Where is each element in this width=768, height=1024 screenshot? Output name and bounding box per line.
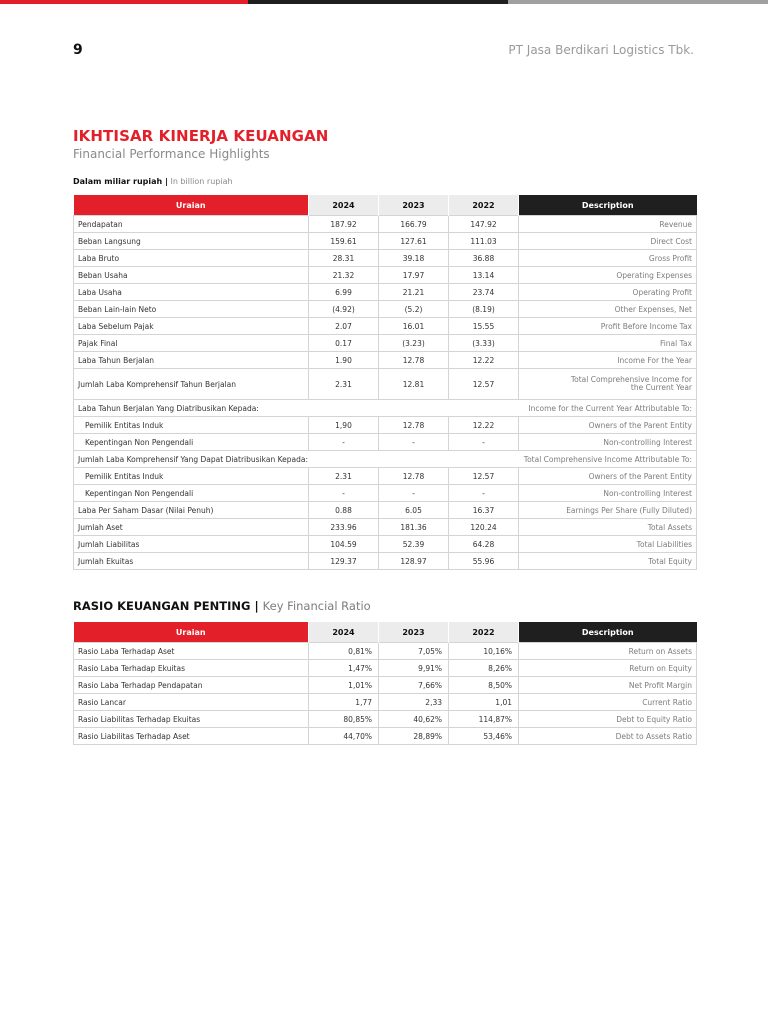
top-bar-grey-segment xyxy=(508,0,768,4)
row-label: Pajak Final xyxy=(74,335,309,352)
table-row xyxy=(74,267,697,284)
row-label: Jumlah Ekuitas xyxy=(74,553,309,570)
value-2023: 39.18 xyxy=(379,250,449,267)
value-2024: 233.96 xyxy=(309,519,379,536)
table-row xyxy=(74,694,697,711)
row-label: Laba Sebelum Pajak xyxy=(74,318,309,335)
table-row xyxy=(74,468,697,485)
row-description xyxy=(519,369,697,400)
table-row xyxy=(74,284,697,301)
row-description: Income for the Current Year Attributable To: xyxy=(519,400,697,417)
value-2024: 1,90 xyxy=(309,417,379,434)
table-row xyxy=(74,250,697,267)
row-label: Pemilik Entitas Induk xyxy=(74,417,309,434)
row-description: Total Comprehensive Income Attributable To: xyxy=(519,451,697,468)
row-label: Rasio Liabilitas Terhadap Ekuitas xyxy=(74,711,309,728)
value-2024: - xyxy=(309,485,379,502)
table-row xyxy=(74,216,697,233)
table-row xyxy=(74,502,697,519)
value-2024: 1,47% xyxy=(309,660,379,677)
value-2022: 8,26% xyxy=(449,660,519,677)
top-bar-black-segment xyxy=(248,0,508,4)
table-row xyxy=(74,711,697,728)
table-row xyxy=(74,728,697,745)
value-2022: 55.96 xyxy=(449,553,519,570)
row-description-line2: the Current Year xyxy=(630,383,692,392)
value-2022: 1,01 xyxy=(449,694,519,711)
row-label: Rasio Laba Terhadap Pendapatan xyxy=(74,677,309,694)
value-2023: (5.2) xyxy=(379,301,449,318)
row-description: Non-controlling Interest xyxy=(519,434,697,451)
row-description: Operating Profit xyxy=(519,284,697,301)
value-2022: 12.22 xyxy=(449,417,519,434)
table-row xyxy=(74,643,697,660)
value-2024: 21.32 xyxy=(309,267,379,284)
value-2023: 181.36 xyxy=(379,519,449,536)
unit-note xyxy=(73,177,233,186)
row-label: Laba Tahun Berjalan xyxy=(74,352,309,369)
value-2023: 7,05% xyxy=(379,643,449,660)
value-2022: 53,46% xyxy=(449,728,519,745)
header-2024: 2024 xyxy=(309,622,379,643)
ratio-title-id: RASIO KEUANGAN PENTING | xyxy=(73,599,259,613)
row-description: Total Liabilities xyxy=(519,536,697,553)
value-2023: 9,91% xyxy=(379,660,449,677)
row-description: Profit Before Income Tax xyxy=(519,318,697,335)
table-row xyxy=(74,660,697,677)
value-2024: 2.07 xyxy=(309,318,379,335)
header-2023: 2023 xyxy=(379,195,449,216)
row-description: Debt to Assets Ratio xyxy=(519,728,697,745)
value-2022: 111.03 xyxy=(449,233,519,250)
value-2023: 6.05 xyxy=(379,502,449,519)
value-2024: 0.17 xyxy=(309,335,379,352)
table-row xyxy=(74,536,697,553)
row-description: Owners of the Parent Entity xyxy=(519,417,697,434)
header-2023: 2023 xyxy=(379,622,449,643)
value-2022: 10,16% xyxy=(449,643,519,660)
row-description: Return on Assets xyxy=(519,643,697,660)
header-description: Description xyxy=(519,195,697,216)
value-2024: 1,77 xyxy=(309,694,379,711)
row-description: Revenue xyxy=(519,216,697,233)
value-2022: - xyxy=(449,485,519,502)
value-2022: 64.28 xyxy=(449,536,519,553)
row-description: Owners of the Parent Entity xyxy=(519,468,697,485)
value-2022: 147.92 xyxy=(449,216,519,233)
row-description-line1: Total Comprehensive Income for xyxy=(570,375,692,384)
value-2024: - xyxy=(309,434,379,451)
value-2023: 52.39 xyxy=(379,536,449,553)
value-2024: 129.37 xyxy=(309,553,379,570)
table-header-row xyxy=(74,622,697,643)
value-2023: 12.78 xyxy=(379,352,449,369)
table-section-row xyxy=(74,400,697,417)
table-row xyxy=(74,485,697,502)
value-2022: 12.22 xyxy=(449,352,519,369)
value-2024: 80,85% xyxy=(309,711,379,728)
row-label: Rasio Laba Terhadap Aset xyxy=(74,643,309,660)
value-2023: 17.97 xyxy=(379,267,449,284)
table-row xyxy=(74,369,697,400)
value-2022: (3.33) xyxy=(449,335,519,352)
header-2024: 2024 xyxy=(309,195,379,216)
table-row xyxy=(74,233,697,250)
value-2022: - xyxy=(449,434,519,451)
value-2024: (4.92) xyxy=(309,301,379,318)
table-row xyxy=(74,318,697,335)
value-2024: 1,01% xyxy=(309,677,379,694)
row-label: Rasio Laba Terhadap Ekuitas xyxy=(74,660,309,677)
header-2022: 2022 xyxy=(449,622,519,643)
value-2022: 15.55 xyxy=(449,318,519,335)
value-2023: 2,33 xyxy=(379,694,449,711)
value-2024: 6.99 xyxy=(309,284,379,301)
value-2023: 21.21 xyxy=(379,284,449,301)
row-label: Laba Tahun Berjalan Yang Diatribusikan Kepada: xyxy=(74,400,379,417)
value-2024: 2.31 xyxy=(309,468,379,485)
value-2022: 8,50% xyxy=(449,677,519,694)
top-bar-red-segment xyxy=(0,0,248,4)
value-2024: 1.90 xyxy=(309,352,379,369)
table-header-row xyxy=(74,195,697,216)
row-label: Jumlah Liabilitas xyxy=(74,536,309,553)
value-2024: 44,70% xyxy=(309,728,379,745)
row-description: Final Tax xyxy=(519,335,697,352)
value-2022: 23.74 xyxy=(449,284,519,301)
row-label: Rasio Lancar xyxy=(74,694,309,711)
financial-ratio-table xyxy=(73,622,697,745)
value-2023: - xyxy=(379,434,449,451)
unit-note-id: Dalam miliar rupiah | xyxy=(73,177,168,186)
table-row xyxy=(74,519,697,536)
value-2022: 12.57 xyxy=(449,468,519,485)
value-2023: 12.81 xyxy=(379,369,449,400)
row-description: Operating Expenses xyxy=(519,267,697,284)
table-row xyxy=(74,434,697,451)
value-2022: 13.14 xyxy=(449,267,519,284)
value-2024: 187.92 xyxy=(309,216,379,233)
financial-highlights-table xyxy=(73,195,697,570)
value-2022: 12.57 xyxy=(449,369,519,400)
value-2023: 128.97 xyxy=(379,553,449,570)
row-description: Total Assets xyxy=(519,519,697,536)
row-description: Current Ratio xyxy=(519,694,697,711)
value-2023: (3.23) xyxy=(379,335,449,352)
value-2023: 7,66% xyxy=(379,677,449,694)
value-2023: 127.61 xyxy=(379,233,449,250)
row-label: Laba Per Saham Dasar (Nilai Penuh) xyxy=(74,502,309,519)
value-2023: - xyxy=(379,485,449,502)
table-section-row xyxy=(74,451,697,468)
table-row xyxy=(74,553,697,570)
section-subtitle: Financial Performance Highlights xyxy=(73,147,270,161)
value-2023: 28,89% xyxy=(379,728,449,745)
header-2022: 2022 xyxy=(449,195,519,216)
row-label: Jumlah Laba Komprehensif Tahun Berjalan xyxy=(74,369,309,400)
value-2022: 36.88 xyxy=(449,250,519,267)
table-row xyxy=(74,352,697,369)
row-label: Beban Usaha xyxy=(74,267,309,284)
row-description: Debt to Equity Ratio xyxy=(519,711,697,728)
row-description: Earnings Per Share (Fully Diluted) xyxy=(519,502,697,519)
ratio-title-en: Key Financial Ratio xyxy=(262,599,371,613)
row-label: Pendapatan xyxy=(74,216,309,233)
header-description: Description xyxy=(519,622,697,643)
value-2023: 16.01 xyxy=(379,318,449,335)
value-2023: 166.79 xyxy=(379,216,449,233)
value-2023: 40,62% xyxy=(379,711,449,728)
value-2024: 104.59 xyxy=(309,536,379,553)
row-description: Total Equity xyxy=(519,553,697,570)
row-label: Kepentingan Non Pengendali xyxy=(74,434,309,451)
ratio-section-title xyxy=(73,599,371,613)
row-label: Laba Bruto xyxy=(74,250,309,267)
header-uraian: Uraian xyxy=(74,195,309,216)
table-row xyxy=(74,301,697,318)
row-description: Gross Profit xyxy=(519,250,697,267)
row-label: Laba Usaha xyxy=(74,284,309,301)
value-2022: (8.19) xyxy=(449,301,519,318)
row-label: Kepentingan Non Pengendali xyxy=(74,485,309,502)
table-row xyxy=(74,417,697,434)
value-2022: 114,87% xyxy=(449,711,519,728)
company-name: PT Jasa Berdikari Logistics Tbk. xyxy=(508,43,694,57)
value-2023: 12.78 xyxy=(379,417,449,434)
value-2022: 16.37 xyxy=(449,502,519,519)
value-2022: 120.24 xyxy=(449,519,519,536)
row-label: Rasio Liabilitas Terhadap Aset xyxy=(74,728,309,745)
row-label: Pemilik Entitas Induk xyxy=(74,468,309,485)
row-description: Net Profit Margin xyxy=(519,677,697,694)
value-2024: 28.31 xyxy=(309,250,379,267)
row-description: Non-controlling Interest xyxy=(519,485,697,502)
row-label: Beban Lain-lain Neto xyxy=(74,301,309,318)
section-title: IKHTISAR KINERJA KEUANGAN xyxy=(73,127,329,145)
value-2024: 0.88 xyxy=(309,502,379,519)
unit-note-en: In billion rupiah xyxy=(170,177,233,186)
value-2024: 159.61 xyxy=(309,233,379,250)
header-uraian: Uraian xyxy=(74,622,309,643)
row-description: Direct Cost xyxy=(519,233,697,250)
page-number: 9 xyxy=(73,42,83,58)
row-description: Other Expenses, Net xyxy=(519,301,697,318)
value-2023: 12.78 xyxy=(379,468,449,485)
row-label: Jumlah Aset xyxy=(74,519,309,536)
row-description: Income For the Year xyxy=(519,352,697,369)
row-description: Return on Equity xyxy=(519,660,697,677)
value-2024: 2.31 xyxy=(309,369,379,400)
table-row xyxy=(74,335,697,352)
value-2024: 0,81% xyxy=(309,643,379,660)
table-row xyxy=(74,677,697,694)
row-label: Jumlah Laba Komprehensif Yang Dapat Diatribusikan Kepada: xyxy=(74,451,379,468)
row-label: Beban Langsung xyxy=(74,233,309,250)
top-color-bar xyxy=(0,0,768,4)
